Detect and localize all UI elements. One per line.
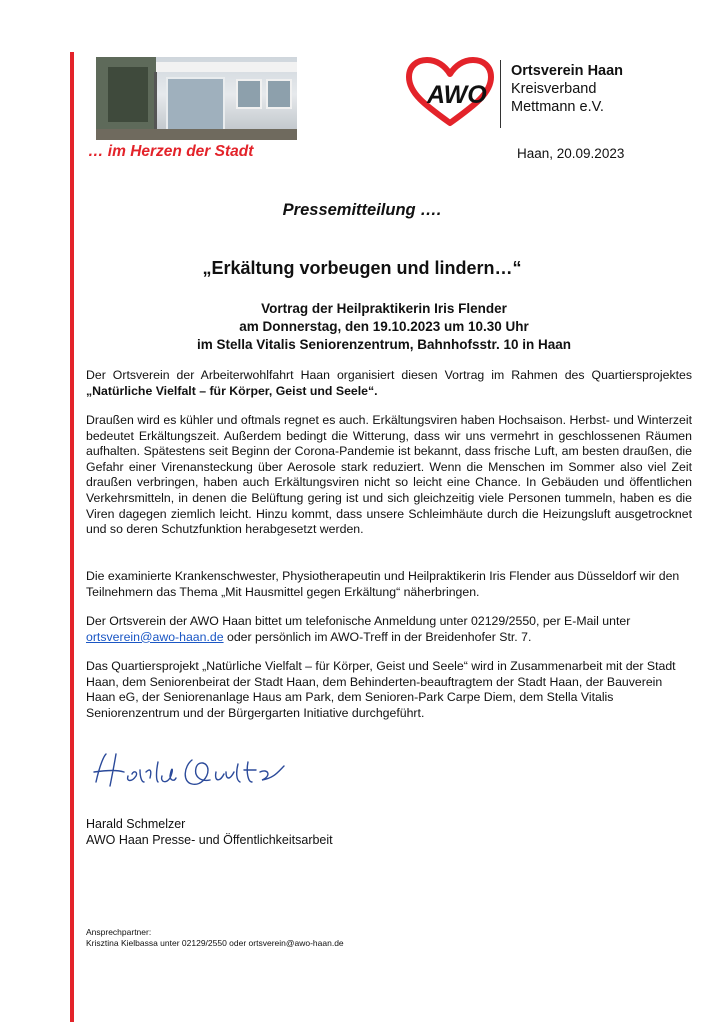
signer-name: Harald Schmelzer <box>86 817 186 831</box>
paragraph-partners: Das Quartiersprojekt „Natürliche Vielfalt – für Körper, Geist und Seele“ wird in Zusammenarbeit mit der Stadt Haan, dem Seniorenbeirat der Stadt Haan, dem Behinderten-beauftragtem der Stadt Haan, der Bauverein Haan eG, der Seniorenanlage Haus am Park, dem Senioren-Park Carpe Diem, dem Stella Vitalis Seniorenzentrum und der Bürgergarten Initiative durchgeführt. <box>86 659 676 720</box>
tagline: … im Herzen der Stadt <box>88 143 254 160</box>
paragraph-body: Draußen wird es kühler und oftmals regnet es auch. Erkältungsviren haben Hochsaison. Herbst- und Winterzeit bedeutet Erkältungszeit. Außerdem bedingt die Witterung, dass wir uns vermehrt in geschlossenen Räumen aufhalten. Spätestens seit Beginn der Corona-Pandemie ist bekannt, dass frische Luft, am besten draußen, die Gefahr einer Virenansteckung über Aerosole stark reduziert. Wenn die Menschen im Sommer also viel Zeit draußen verbringen, haben auch Erkältungsviren nicht so leicht eine Chance. In Gebäuden und öffentlichen Verkehrsmitteln, in denen die Belüftung gering ist und sich gleichzeitig viele Personen tummeln, haben es die Viren dagegen ziemlich leicht. Hinzu kommt, dass unsere Schleimhäute durch die Heizungsluft ausgetrocknet und so deren Schutzfunktion herabgesetzt werden. <box>86 413 692 537</box>
project-name: „Natürliche Vielfalt – für Körper, Geist und Seele“. <box>86 383 378 398</box>
contact-label: Ansprechpartner: <box>86 927 152 937</box>
paragraph-intro: Der Ortsverein der Arbeiterwohlfahrt Haan organisiert diesen Vortrag im Rahmen des Quartiersprojektes „Natürliche Vielfalt – für Körper, Geist und Seele“. <box>86 368 692 398</box>
org-line-2: Kreisverband <box>511 81 597 97</box>
document-date: Haan, 20.09.2023 <box>517 146 625 161</box>
left-red-rule <box>70 52 74 1022</box>
paragraph-registration: Der Ortsverein der AWO Haan bittet um telefonische Anmeldung unter 02129/2550, per E-Mail unter ortsverein@awo-haan.de oder persönlich im AWO-Treff in der Breidenhofer Str. 7. <box>86 614 631 644</box>
email-link[interactable]: ortsverein@awo-haan.de <box>86 629 224 644</box>
logo-divider <box>500 60 501 128</box>
building-entrance-photo <box>96 57 297 140</box>
svg-text:AWO: AWO <box>427 81 487 109</box>
org-line-3: Mettmann e.V. <box>511 99 604 115</box>
event-details <box>84 300 684 354</box>
awo-heart-logo <box>405 57 495 129</box>
paragraph-speaker: Die examinierte Krankenschwester, Physiotherapeutin und Heilpraktikerin Iris Flender aus Düsseldorf wir den Teilnehmern das Thema „Mit Hausmittel gegen Erkältung“ näherbringen. <box>86 569 680 599</box>
event-speaker: Vortrag der Heilpraktikerin Iris Flender <box>261 301 507 316</box>
headline: „Erkältung vorbeugen und lindern…“ <box>202 258 522 278</box>
contact-footer <box>86 927 344 948</box>
signer-role: AWO Haan Presse- und Öffentlichkeitsarbeit <box>86 833 333 847</box>
contact-line: Krisztina Kielbassa unter 02129/2550 oder ortsverein@awo-haan.de <box>86 937 344 948</box>
org-name: Ortsverein Haan <box>511 63 624 79</box>
document-subject: Pressemitteilung …. <box>282 201 442 219</box>
event-location: im Stella Vitalis Seniorenzentrum, Bahnhofsstr. 10 in Haan <box>196 337 572 352</box>
handwritten-signature <box>88 742 308 798</box>
event-date: am Donnerstag, den 19.10.2023 um 10.30 Uhr <box>239 319 529 334</box>
signer-block <box>86 816 333 848</box>
org-block <box>511 62 623 116</box>
